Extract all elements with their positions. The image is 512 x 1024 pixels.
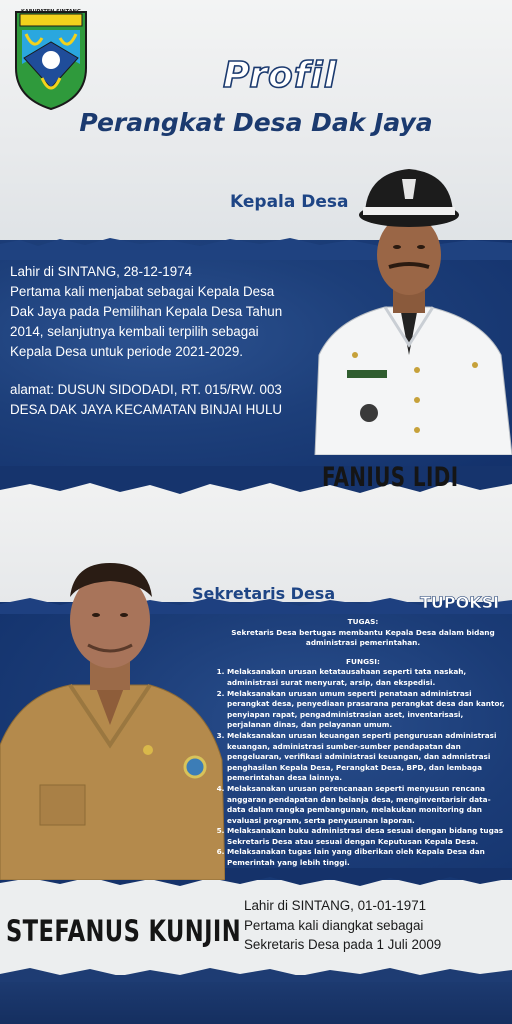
bio-line: Pertama kali menjabat sebagai Kepala Desa [10, 284, 275, 299]
sintang-regency-crest-icon [12, 8, 90, 112]
blue-band-footer [0, 975, 512, 1024]
fungsi-item: 5. Melaksanakan buku administrasi desa sesuai dengan bidang tugas Sekretaris Desa atau sesuai dengan Keputusan Kepala Desa. [227, 826, 508, 847]
bio-line: Kepala Desa untuk periode 2021-2029. [10, 344, 244, 359]
role-kepala-desa: Kepala Desa [230, 192, 349, 212]
tugas-text: Sekretaris Desa bertugas membantu Kepala Desa dalam bidang administrasi pemerintahan. [231, 627, 495, 648]
torn-edge-footer [0, 962, 512, 982]
tupoksi-heading: TUPOKSI [420, 593, 500, 612]
bio-line: Lahir di SINTANG, 01-01-1971 [244, 898, 427, 913]
fungsi-list [218, 667, 508, 868]
bio-line: Sekretaris Desa pada 1 Juli 2009 [244, 937, 442, 952]
logo-banner-text: KABUPATEN SINTANG [21, 9, 81, 15]
sekretaris-desa-bio [244, 896, 504, 955]
page-subtitle: Perangkat Desa Dak Jaya [79, 108, 433, 137]
fungsi-item: 4. Melaksanakan urusan perencanaan seperti menyusun rencana anggaran pendapatan dan belanja desa, menginventarisir data-data dalam rangka pembangunan, melakukan monitoring dan evaluasi program, serta penyusunan laporan. [227, 784, 508, 826]
sekretaris-desa-name: STEFANUS KUNJIN [6, 914, 242, 948]
address-line: alamat: DUSUN SIDODADI, RT. 015/RW. 003 [10, 382, 282, 397]
kepala-desa-name: FANIUS LIDI [322, 462, 459, 493]
fungsi-item: 1. Melaksanakan urusan ketatausahaan seperti tata naskah, administrasi surat menyurat, arsip, dan ekspedisi. [227, 667, 508, 688]
bio-line: Pertama kali diangkat sebagai [244, 917, 424, 933]
kepala-desa-portrait [305, 155, 512, 455]
bio-line: Dak Jaya pada Pemilihan Kepala Desa Tahun [10, 304, 283, 319]
tupoksi-content [218, 617, 508, 869]
fungsi-item: 6. Melaksanakan tugas lain yang diberikan oleh Kepala Desa dan Pemerintah yang lebih tinggi. [227, 847, 508, 868]
kepala-desa-bio [10, 262, 330, 420]
fungsi-item: 2. Melaksanakan urusan umum seperti penataan administrasi perangkat desa, penyediaan prasarana perangkat desa dan kantor, penyiapan rapat, pengadministrasian aset, inventarisasi, perjalanan dinas, dan pelayanan umum. [227, 689, 508, 731]
fungsi-item: 3. Melaksanakan urusan keuangan seperti pengurusan administrasi keuangan, administrasi sumber-sumber pendapatan dan pengeluaran, verifikasi administrasi keuangan, dan admnistrasi penghasilan Kepala Desa, Perangkat Desa, BPD, dan lembaga pemerintahan desa lainnya. [227, 731, 508, 784]
page-title: Profil [222, 55, 338, 96]
bio-line: Lahir di SINTANG, 28-12-1974 [10, 264, 193, 279]
fungsi-heading: FUNGSI: [346, 656, 380, 666]
address-line: DESA DAK JAYA KECAMATAN BINJAI HULU [10, 402, 283, 417]
tugas-heading: TUGAS: [347, 617, 379, 626]
bio-line: 2014, selanjutnya kembali terpilih sebagai [10, 324, 259, 339]
role-sekretaris-desa: Sekretaris Desa [192, 584, 336, 603]
